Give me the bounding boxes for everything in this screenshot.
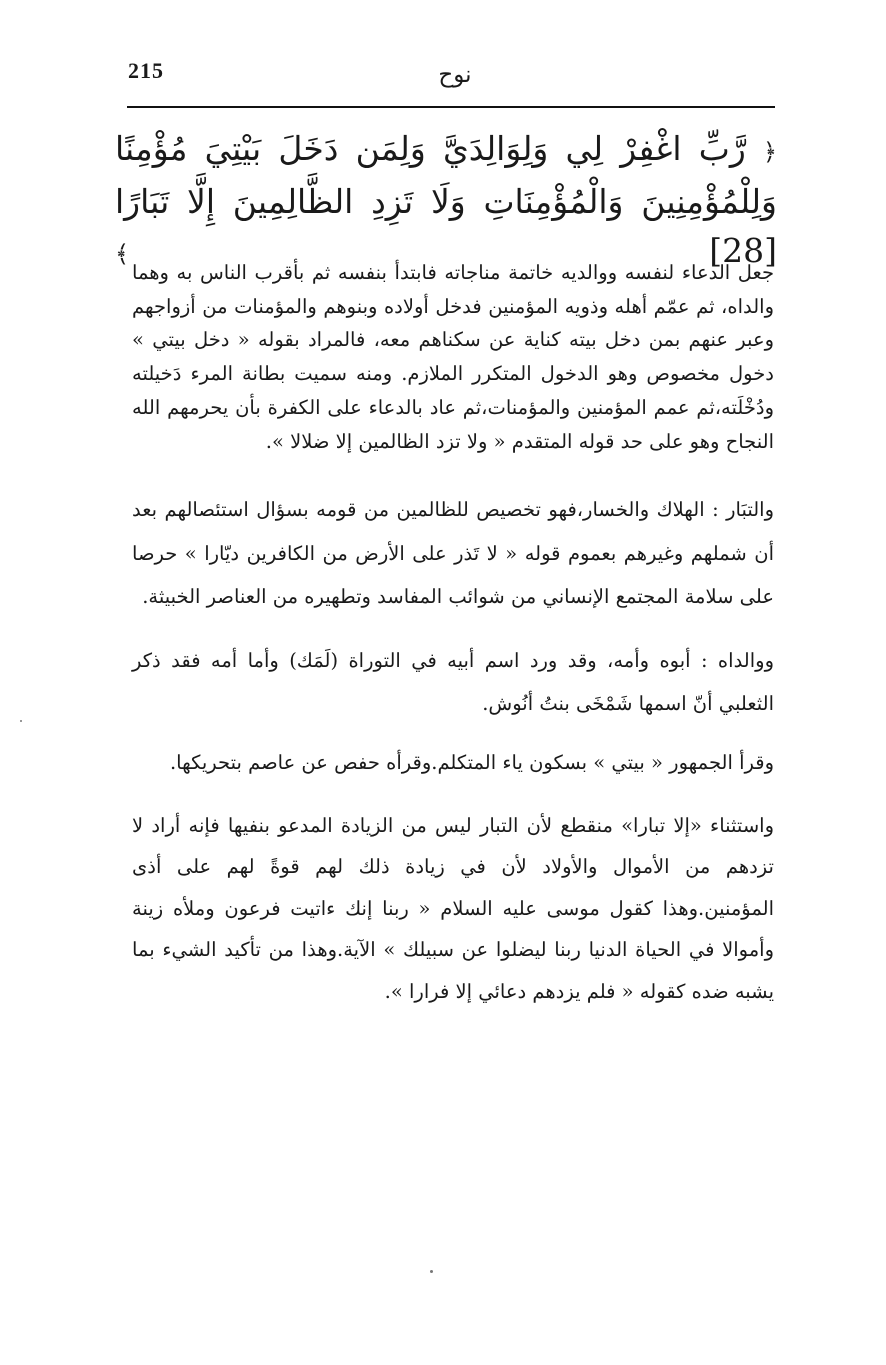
- header-rule: [127, 106, 775, 108]
- commentary-paragraph: واستثناء «إلا تبارا» منقطع لأن التبار ليس من الزيادة المدعو بنفيها فإنه أراد لا تزدهم من الأموال والأولاد لأن في زيادة ذلك لهم قوةً لهم على أذى المؤمنين.وهذا كقول موسى عليه السلام « ربنا إنك ءاتيت فرعون وملأه زينة وأموالا في الحياة الدنيا ربنا ليضلوا عن سبيلك » الآية.وهذا من تأكيد الشيء بما يشبه ضده كقوله « فلم يزدهم دعائي إلا فرارا ».: [132, 813, 774, 1003]
- scan-speck: [430, 1270, 433, 1273]
- commentary-body: [132, 256, 774, 1012]
- commentary-paragraph: والتبَار : الهلاك والخسار،فهو تخصيص للظالمين من قومه بسؤال استئصالهم بعد أن شملهم وغيرهم بعموم قوله « لا تَذر على الأرض من الكافرين ديّارا » حرصا على سلامة المجتمع الإنساني من شوائب المفاسد وتطهيره من العناصر الخبيثة.: [132, 498, 774, 609]
- verse-number: [28]: [709, 231, 777, 270]
- verse-close-ornament: ﴾: [115, 240, 130, 268]
- verse-text: رَّبِّ اغْفِرْ لِي وَلِوَالِدَيَّ وَلِمَن دَخَلَ بَيْتِيَ مُؤْمِنًا وَلِلْمُؤْمِنِينَ وَالْمُؤْمِنَاتِ وَلَا تَزِدِ الظَّالِمِينَ إِلَّا تَبَارًا: [115, 129, 777, 221]
- page-number: 215: [128, 58, 164, 83]
- verse-open-ornament: ﴿: [762, 138, 777, 166]
- commentary-paragraph: وقرأ الجمهور « بيتي » بسكون ياء المتكلم.وقرأه حفص عن عاصم بتحريكها.: [169, 750, 774, 774]
- running-title: نوح: [438, 62, 472, 88]
- commentary-paragraph: جعل الدعاء لنفسه ووالديه خاتمة مناجاته فابتدأ بنفسه ثم بأقرب الناس به وهما والداه، ثم عمّم أهله وذويه المؤمنين فدخل أولاده وبنوهم والمؤمنات من أزواجهم وعبر عنهم بمن دخل بيته كناية عن سكناهم معه، فالمراد بقوله « دخل بيتي » دخول مخصوص وهو الدخول المتكرر الملازم. ومنه سميت بطانة المرء دَخيلته ودُخْلَته،ثم عمم المؤمنين والمؤمنات،ثم عاد بالدعاء على الكفرة بأن يحرمهم الله النجاح وهو على حد قوله المتقدم « ولا تزد الظالمين إلا ضلالا ».: [132, 261, 774, 453]
- commentary-paragraph: ووالداه : أبوه وأمه، وقد ورد اسم أبيه في التوراة (لَمَك) وأما أمه فقد ذكر الثعلبي أنّ اسمها شَمْخَى بنتُ أنُوش.: [132, 648, 774, 715]
- scan-speck: [20, 720, 22, 722]
